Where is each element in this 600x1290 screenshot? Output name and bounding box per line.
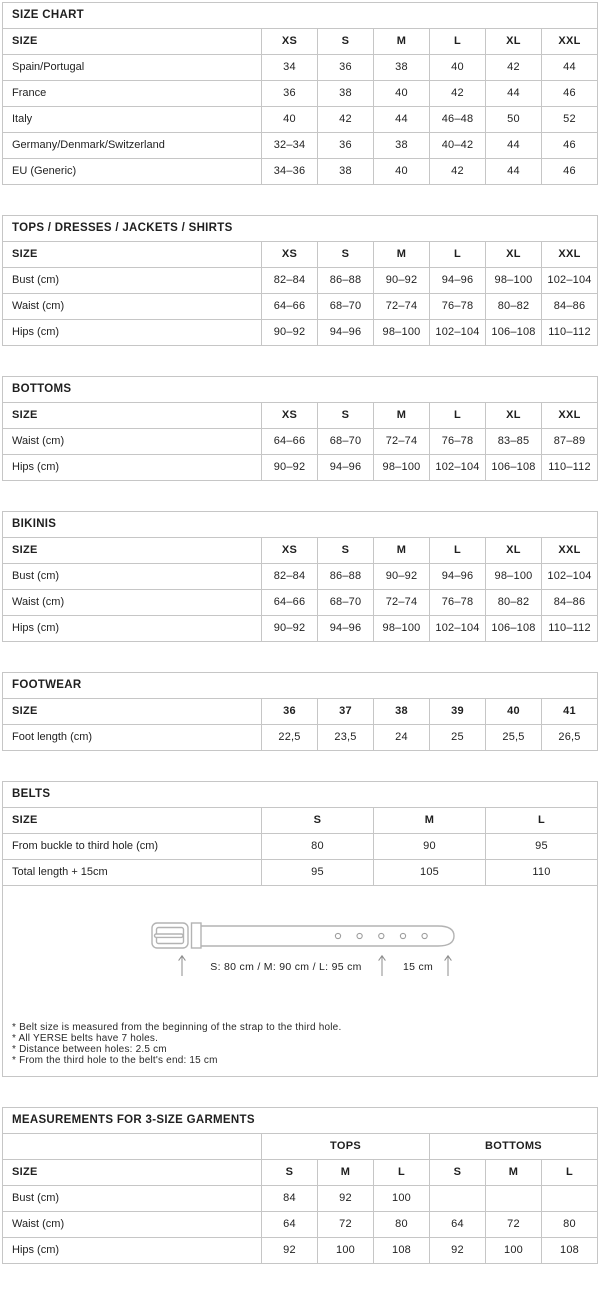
table-row — [3, 860, 598, 886]
value-cell: 72–74 — [374, 294, 430, 320]
value-cell: 52 — [542, 107, 598, 133]
value-cell: 106–108 — [486, 320, 542, 346]
size-column-header: L — [542, 1160, 598, 1186]
table-row — [3, 1186, 598, 1212]
value-cell: 83–85 — [486, 429, 542, 455]
table-row — [3, 320, 598, 346]
belt-diagram-cell — [3, 886, 598, 1077]
size-column-header: M — [486, 1160, 542, 1186]
value-cell: 86–88 — [318, 564, 374, 590]
value-cell: 80 — [262, 834, 374, 860]
belt-hole — [335, 933, 340, 938]
value-cell: 26,5 — [542, 725, 598, 751]
size-column-header: XXL — [542, 538, 598, 564]
value-cell: 64 — [430, 1212, 486, 1238]
value-cell: 94–96 — [430, 564, 486, 590]
value-cell: 84–86 — [542, 294, 598, 320]
table-title: BELTS — [3, 782, 598, 808]
value-cell: 84–86 — [542, 590, 598, 616]
value-cell: 100 — [318, 1238, 374, 1264]
arrow-up-icon — [179, 956, 186, 976]
value-cell: 92 — [318, 1186, 374, 1212]
row-label: Germany/Denmark/Switzerland — [3, 133, 262, 159]
value-cell: 90–92 — [262, 320, 318, 346]
belt-note: * Distance between holes: 2.5 cm — [12, 1044, 167, 1055]
value-cell: 42 — [430, 81, 486, 107]
size-column-header: XL — [486, 538, 542, 564]
table-row — [3, 107, 598, 133]
footwear-table — [2, 672, 598, 751]
value-cell: 42 — [486, 55, 542, 81]
value-cell — [542, 1186, 598, 1212]
value-cell: 36 — [262, 81, 318, 107]
table-row — [3, 429, 598, 455]
size-column-header: L — [430, 403, 486, 429]
size-chart-table — [2, 2, 598, 185]
footwear-header-row — [3, 699, 598, 725]
value-cell: 110–112 — [542, 320, 598, 346]
table-row — [3, 834, 598, 860]
value-cell: 106–108 — [486, 616, 542, 642]
bikinis-header-row — [3, 538, 598, 564]
table-row — [3, 564, 598, 590]
value-cell: 46 — [542, 159, 598, 185]
value-cell: 87–89 — [542, 429, 598, 455]
value-cell: 95 — [486, 834, 598, 860]
table-title: BOTTOMS — [3, 377, 598, 403]
row-label: Waist (cm) — [3, 294, 262, 320]
bottoms-table — [2, 376, 598, 481]
table-row — [3, 1212, 598, 1238]
value-cell: 23,5 — [318, 725, 374, 751]
value-cell: 94–96 — [318, 616, 374, 642]
row-label: Bust (cm) — [3, 268, 262, 294]
value-cell: 64 — [262, 1212, 318, 1238]
size-column-header: M — [374, 538, 430, 564]
value-cell: 46 — [542, 133, 598, 159]
row-label: France — [3, 81, 262, 107]
tops-dresses-jackets-shirts-header-row — [3, 242, 598, 268]
value-cell: 36 — [318, 55, 374, 81]
value-cell: 44 — [374, 107, 430, 133]
value-cell: 86–88 — [318, 268, 374, 294]
value-cell: 40 — [374, 81, 430, 107]
belt-keeper — [192, 923, 202, 948]
table-row — [3, 590, 598, 616]
size-column-header: XS — [262, 403, 318, 429]
size-column-header: 38 — [374, 699, 430, 725]
value-cell: 44 — [486, 133, 542, 159]
value-cell: 38 — [318, 159, 374, 185]
row-label: Hips (cm) — [3, 320, 262, 346]
value-cell: 38 — [374, 55, 430, 81]
value-cell: 108 — [374, 1238, 430, 1264]
three-size-garments-header-row — [3, 1160, 598, 1186]
value-cell: 98–100 — [374, 616, 430, 642]
value-cell: 80 — [542, 1212, 598, 1238]
value-cell: 90–92 — [262, 455, 318, 481]
row-label: Total length + 15cm — [3, 860, 262, 886]
row-label: Waist (cm) — [3, 429, 262, 455]
size-column-header: XS — [262, 538, 318, 564]
row-label: Waist (cm) — [3, 1212, 262, 1238]
bikinis-table — [2, 511, 598, 642]
value-cell: 22,5 — [262, 725, 318, 751]
value-cell: 94–96 — [318, 320, 374, 346]
value-cell: 76–78 — [430, 294, 486, 320]
belt-hole — [400, 933, 405, 938]
value-cell: 76–78 — [430, 429, 486, 455]
value-cell: 94–96 — [318, 455, 374, 481]
value-cell — [430, 1186, 486, 1212]
size-column-header: M — [318, 1160, 374, 1186]
value-cell: 84 — [262, 1186, 318, 1212]
size-column-header: 37 — [318, 699, 374, 725]
size-corner-label: SIZE — [3, 1160, 262, 1186]
value-cell: 34 — [262, 55, 318, 81]
size-column-header: 40 — [486, 699, 542, 725]
belt-illustration-icon — [3, 886, 598, 978]
bottoms-header-row — [3, 403, 598, 429]
arrow-up-icon — [379, 956, 386, 976]
size-column-header: M — [374, 242, 430, 268]
row-label: Hips (cm) — [3, 455, 262, 481]
belt-strap — [199, 926, 454, 946]
value-cell: 38 — [318, 81, 374, 107]
value-cell: 90–92 — [374, 268, 430, 294]
row-label: Bust (cm) — [3, 564, 262, 590]
value-cell: 46–48 — [430, 107, 486, 133]
value-cell: 40 — [430, 55, 486, 81]
size-column-header: S — [318, 29, 374, 55]
table-row — [3, 725, 598, 751]
value-cell: 44 — [542, 55, 598, 81]
bikinis-title-row — [3, 512, 598, 538]
table-title: MEASUREMENTS FOR 3-SIZE GARMENTS — [3, 1108, 598, 1134]
value-cell: 25 — [430, 725, 486, 751]
value-cell: 98–100 — [486, 564, 542, 590]
size-column-header: L — [430, 538, 486, 564]
value-cell: 32–34 — [262, 133, 318, 159]
three-size-garments-table — [2, 1107, 598, 1264]
footwear-title-row — [3, 673, 598, 699]
group-header-bottoms: BOTTOMS — [430, 1134, 598, 1160]
belt-note: * From the third hole to the belt's end: 15 cm — [12, 1055, 218, 1066]
table-row — [3, 1238, 598, 1264]
size-column-header: 36 — [262, 699, 318, 725]
size-column-header: XXL — [542, 403, 598, 429]
size-column-header: M — [374, 29, 430, 55]
value-cell: 42 — [430, 159, 486, 185]
size-column-header: M — [374, 403, 430, 429]
table-row — [3, 81, 598, 107]
size-corner-label: SIZE — [3, 403, 262, 429]
size-column-header: XL — [486, 403, 542, 429]
size-column-header: XS — [262, 29, 318, 55]
value-cell: 68–70 — [318, 429, 374, 455]
belt-prong — [155, 934, 184, 937]
belt-diagram-row — [3, 886, 598, 1077]
bottoms-title-row — [3, 377, 598, 403]
value-cell: 68–70 — [318, 294, 374, 320]
value-cell: 102–104 — [430, 616, 486, 642]
value-cell: 102–104 — [430, 455, 486, 481]
three-size-garments-group-row — [3, 1134, 598, 1160]
row-label: EU (Generic) — [3, 159, 262, 185]
size-chart-header-row — [3, 29, 598, 55]
value-cell: 92 — [262, 1238, 318, 1264]
size-column-header: XS — [262, 242, 318, 268]
row-label: Foot length (cm) — [3, 725, 262, 751]
value-cell: 40 — [262, 107, 318, 133]
size-column-header: XXL — [542, 242, 598, 268]
value-cell: 95 — [262, 860, 374, 886]
table-row — [3, 159, 598, 185]
row-label: From buckle to third hole (cm) — [3, 834, 262, 860]
tops-dresses-jackets-shirts-table — [2, 215, 598, 346]
value-cell: 92 — [430, 1238, 486, 1264]
size-column-header: XL — [486, 29, 542, 55]
size-column-header: 41 — [542, 699, 598, 725]
value-cell: 64–66 — [262, 294, 318, 320]
tops-dresses-jackets-shirts-title-row — [3, 216, 598, 242]
size-corner-label: SIZE — [3, 538, 262, 564]
value-cell: 25,5 — [486, 725, 542, 751]
value-cell: 44 — [486, 81, 542, 107]
value-cell: 72–74 — [374, 429, 430, 455]
size-column-header: L — [430, 29, 486, 55]
value-cell — [486, 1186, 542, 1212]
value-cell: 42 — [318, 107, 374, 133]
value-cell: 98–100 — [374, 455, 430, 481]
value-cell: 82–84 — [262, 268, 318, 294]
value-cell: 36 — [318, 133, 374, 159]
value-cell: 76–78 — [430, 590, 486, 616]
value-cell: 44 — [486, 159, 542, 185]
size-chart-title-row — [3, 3, 598, 29]
table-title: TOPS / DRESSES / JACKETS / SHIRTS — [3, 216, 598, 242]
value-cell: 94–96 — [430, 268, 486, 294]
value-cell: 50 — [486, 107, 542, 133]
size-column-header: S — [318, 403, 374, 429]
value-cell: 68–70 — [318, 590, 374, 616]
size-corner-label: SIZE — [3, 242, 262, 268]
size-column-header: M — [374, 808, 486, 834]
size-column-header: S — [318, 242, 374, 268]
belts-header-row — [3, 808, 598, 834]
table-row — [3, 455, 598, 481]
value-cell: 72–74 — [374, 590, 430, 616]
value-cell: 110–112 — [542, 455, 598, 481]
size-corner-label: SIZE — [3, 29, 262, 55]
value-cell: 102–104 — [542, 268, 598, 294]
value-cell: 102–104 — [542, 564, 598, 590]
size-column-header: S — [262, 808, 374, 834]
value-cell: 80–82 — [486, 294, 542, 320]
value-cell: 46 — [542, 81, 598, 107]
size-column-header: S — [318, 538, 374, 564]
belt-diagram — [3, 886, 597, 1076]
value-cell: 98–100 — [486, 268, 542, 294]
belt-hole — [422, 933, 427, 938]
belt-hole — [357, 933, 362, 938]
belt-note: * All YERSE belts have 7 holes. — [12, 1033, 159, 1044]
row-label: Spain/Portugal — [3, 55, 262, 81]
value-cell: 72 — [486, 1212, 542, 1238]
size-column-header: S — [262, 1160, 318, 1186]
value-cell: 90–92 — [374, 564, 430, 590]
table-title: BIKINIS — [3, 512, 598, 538]
value-cell: 90 — [374, 834, 486, 860]
row-label: Hips (cm) — [3, 1238, 262, 1264]
table-row — [3, 55, 598, 81]
size-tables — [2, 2, 598, 1264]
value-cell: 72 — [318, 1212, 374, 1238]
size-corner-label: SIZE — [3, 699, 262, 725]
value-cell: 38 — [374, 133, 430, 159]
value-cell: 82–84 — [262, 564, 318, 590]
size-column-header: L — [374, 1160, 430, 1186]
table-row — [3, 616, 598, 642]
size-column-header: XL — [486, 242, 542, 268]
value-cell: 100 — [486, 1238, 542, 1264]
value-cell: 40–42 — [430, 133, 486, 159]
arrow-up-icon — [445, 956, 452, 976]
value-cell: 34–36 — [262, 159, 318, 185]
size-corner-label: SIZE — [3, 808, 262, 834]
size-column-header: XXL — [542, 29, 598, 55]
belt-measure-label: S: 80 cm / M: 90 cm / L: 95 cm — [210, 961, 362, 973]
belt-tip-label: 15 cm — [402, 961, 434, 973]
row-label: Italy — [3, 107, 262, 133]
value-cell: 108 — [542, 1238, 598, 1264]
group-empty-cell — [3, 1134, 262, 1160]
size-column-header: 39 — [430, 699, 486, 725]
row-label: Waist (cm) — [3, 590, 262, 616]
value-cell: 102–104 — [430, 320, 486, 346]
table-row — [3, 294, 598, 320]
table-row — [3, 268, 598, 294]
value-cell: 80 — [374, 1212, 430, 1238]
size-column-header: L — [430, 242, 486, 268]
value-cell: 110 — [486, 860, 598, 886]
value-cell: 98–100 — [374, 320, 430, 346]
belt-hole — [379, 933, 384, 938]
value-cell: 64–66 — [262, 429, 318, 455]
value-cell: 64–66 — [262, 590, 318, 616]
row-label: Bust (cm) — [3, 1186, 262, 1212]
value-cell: 106–108 — [486, 455, 542, 481]
belt-notes — [3, 1022, 597, 1076]
table-title: FOOTWEAR — [3, 673, 598, 699]
row-label: Hips (cm) — [3, 616, 262, 642]
belt-note: * Belt size is measured from the beginning of the strap to the third hole. — [12, 1022, 342, 1033]
three-size-garments-title-row — [3, 1108, 598, 1134]
value-cell: 40 — [374, 159, 430, 185]
table-row — [3, 133, 598, 159]
group-header-tops: TOPS — [262, 1134, 430, 1160]
value-cell: 100 — [374, 1186, 430, 1212]
value-cell: 24 — [374, 725, 430, 751]
size-column-header: L — [486, 808, 598, 834]
value-cell: 105 — [374, 860, 486, 886]
value-cell: 80–82 — [486, 590, 542, 616]
belts-title-row — [3, 782, 598, 808]
size-column-header: S — [430, 1160, 486, 1186]
table-title: SIZE CHART — [3, 3, 598, 29]
belts-table — [2, 781, 598, 1077]
value-cell: 110–112 — [542, 616, 598, 642]
value-cell: 90–92 — [262, 616, 318, 642]
